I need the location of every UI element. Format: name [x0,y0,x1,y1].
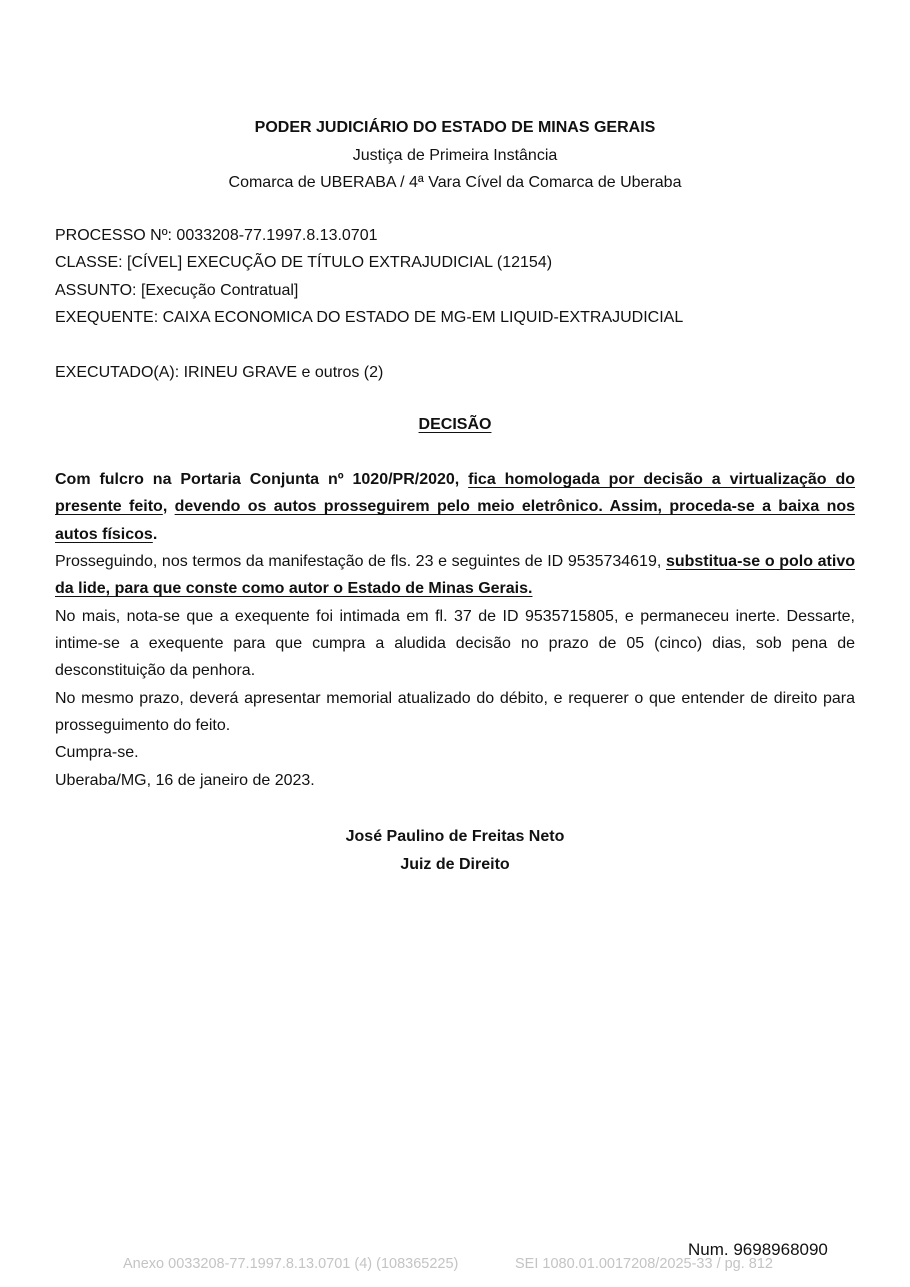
court-heading: PODER JUDICIÁRIO DO ESTADO DE MINAS GERAIS [254,119,656,136]
homologation-intro: Com fulcro na Portaria Conjunta nº 1020/PR/2020, [55,471,469,488]
paragraph-intimation: No mais, nota-se que a exequente foi intimada em fl. 37 de ID 9535715805, e permaneceu inerte. Dessarte, intime-se a exequente para que cumpra a aludida decisão no prazo de 05 (cinco) dias, sob pena de desconstituição da penhora. [55,607,855,680]
assunto-line: ASSUNTO: [Execução Contratual] [55,282,299,299]
footer-sei: SEI 1080.01.0017208/2025-33 / pg. 812 [515,1256,773,1272]
homologation-underlined-1: fica homologada por decisão a virtualização do presente feito [55,471,855,516]
decision-title-text: DECISÃO [418,416,492,433]
classe-line: CLASSE: [CÍVEL] EXECUÇÃO DE TÍTULO EXTRAJUDICIAL (12154) [55,254,553,271]
substitution-intro: Prosseguindo, nos termos da manifestação de fls. 23 e seguintes de ID 9535734619, [55,552,666,570]
substitution-underlined: substitua-se o polo ativo da lide, para que conste como autor o Estado de Minas Gerais. [55,552,856,598]
paragraph-cumpra: Cumpra-se. [55,744,139,762]
processo-line: PROCESSO Nº: 0033208-77.1997.8.13.0701 [55,227,378,244]
footer-anexo: Anexo 0033208-77.1997.8.13.0701 (4) (108365225) [123,1256,459,1272]
homologation-underlined-2: devendo os autos prosseguirem pelo meio eletrônico. Assim, proceda-se a baixa nos autos físicos [55,498,856,543]
signature-name: José Paulino de Freitas Neto [345,828,565,845]
document-number: Num. 9698968090 [688,1240,828,1259]
executado-line: EXECUTADO(A): IRINEU GRAVE e outros (2) [55,364,384,381]
signature-role: Juiz de Direito [400,856,510,873]
homologation-end: . [152,525,158,543]
decision-title [0,416,910,434]
paragraph-memorial: No mesmo prazo, deverá apresentar memorial atualizado do débito, e requerer o que entender de direito para prosseguimento do feito. [55,689,855,734]
homologation-sep: , [162,498,175,516]
decision-body [55,466,855,794]
comarca-line: Comarca de UBERABA / 4ª Vara Cível da Comarca de Uberaba [228,174,682,191]
instance-line: Justiça de Primeira Instância [352,147,558,164]
paragraph-date: Uberaba/MG, 16 de janeiro de 2023. [55,771,315,789]
paragraph-homologation [55,466,855,548]
paragraph-substitution [55,548,855,603]
exequente-line: EXEQUENTE: CAIXA ECONOMICA DO ESTADO DE MG-EM LIQUID-EXTRAJUDICIAL [55,309,684,326]
